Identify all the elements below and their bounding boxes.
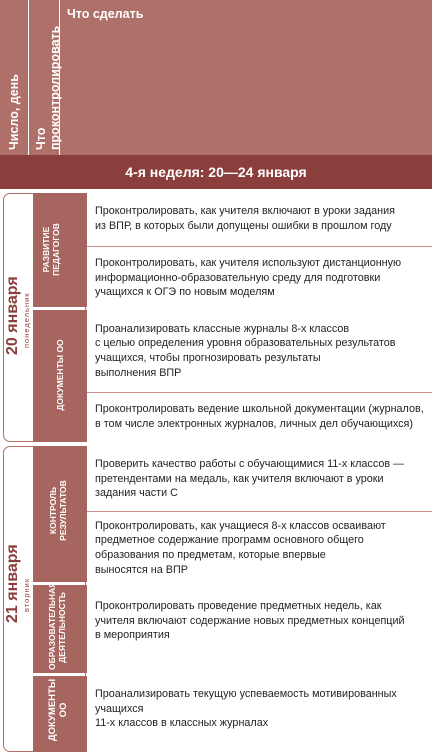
category-label: РАЗВИТИЕ ПЕДАГОГОВ (41, 223, 61, 276)
header-col-task: Что сделать (67, 7, 144, 21)
day-weekday: понедельник (22, 292, 31, 348)
header-divider (28, 0, 29, 155)
category-label: КОНТРОЛЬ РЕЗУЛЬТАТОВ (48, 480, 68, 541)
header-col-date: Число, день (7, 74, 21, 150)
task-item: Проанализировать классные журналы 8-х классов с целью определения уровня образовательных результатов учащихся, чтобы прогнозировать результаты выполнения ВПР (95, 322, 396, 379)
header-col-check: Что проконтролировать (34, 25, 62, 150)
category-label: ОБРАЗОВАТЕЛЬНАЯ ДЕЯТЕЛЬНОСТЬ (47, 581, 67, 670)
row-divider (87, 246, 432, 247)
week-title: 4-я неделя: 20—24 января (0, 155, 432, 189)
task-item: Проконтролировать проведение предметных недель, как учителя включают содержание новых предметных концепций в мероприятия (95, 600, 405, 642)
task-item: Проконтролировать, как учителя используют дистанционную информационно-образовательную среду для подготовки учащихся к ОГЭ по новым моделям (95, 257, 402, 299)
task-item: Проконтролировать, как учителя включают в уроки задания из ВПР, в которых были допущены ошибки в прошлом году (95, 205, 396, 232)
category-label: ДОКУМЕНТЫ ОО (55, 339, 65, 411)
day-date: 21 января (4, 544, 21, 623)
day-date: 20 января (4, 276, 21, 355)
row-divider (87, 392, 432, 393)
task-item: Проконтролировать ведение школьной документации (журналов, в том числе электронных журналов, личных дел обучающихся) (95, 403, 424, 430)
task-item: Проверить качество работы с обучающимися 11-х классов — претендентами на медаль, как учителя включают в уроки задания части С (95, 458, 404, 500)
table-header (0, 0, 432, 155)
row-divider (87, 511, 432, 512)
task-item: Проконтролировать, как учащиеся 8-х классов осваивают предметное содержание программ основного общего образования по предметам, которые впервые выносятся на ВПР (95, 519, 386, 576)
task-item: Проанализировать текущую успеваемость мотивированных учащихся 11-х классов в классных журналах (95, 688, 397, 730)
day-weekday: вторник (22, 577, 31, 612)
category-label: ДОКУМЕНТЫ ОО (47, 678, 69, 742)
